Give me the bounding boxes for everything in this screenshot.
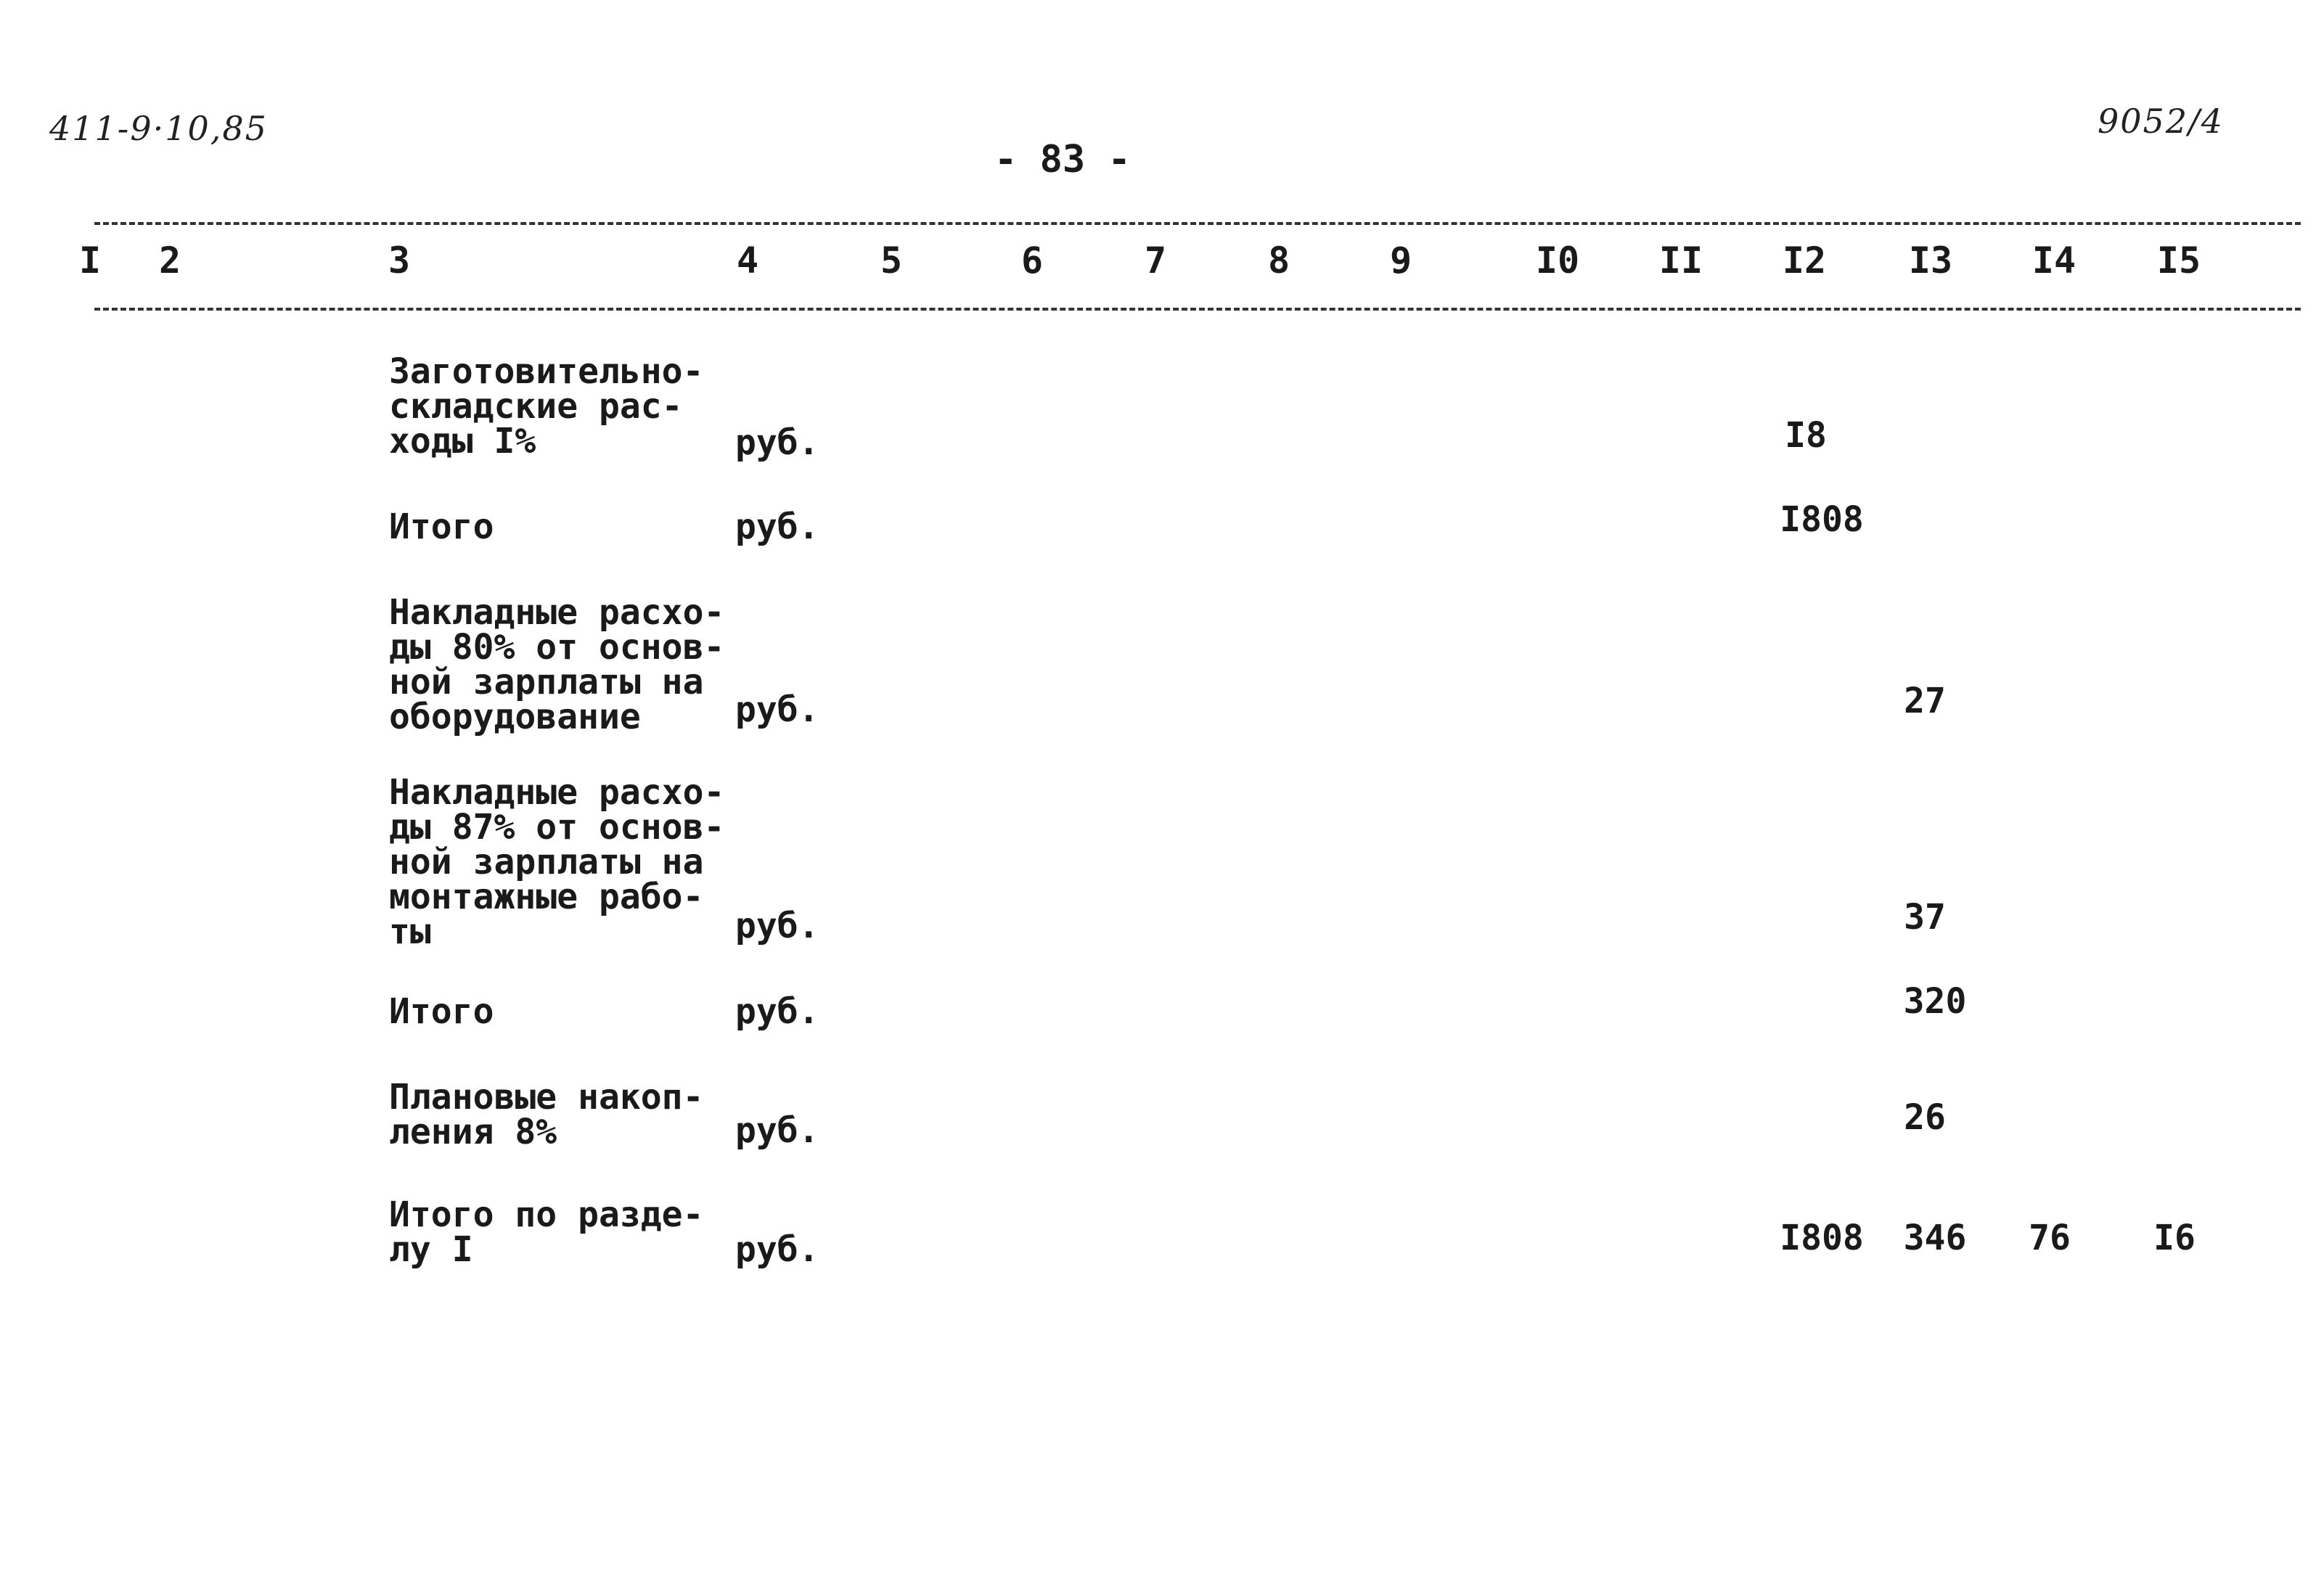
column-number: 5: [880, 239, 903, 282]
row-description: Заготовительно- складские рас- ходы I%: [389, 351, 704, 462]
column-number: 9: [1389, 239, 1412, 282]
cell-col-14: 76: [2029, 1218, 2071, 1258]
column-number: I3: [1908, 239, 1953, 282]
column-number: 3: [388, 239, 411, 282]
cell-col-12: I808: [1780, 1218, 1864, 1258]
cell-col-13: 346: [1903, 1218, 1967, 1258]
cell-col-13: 27: [1904, 681, 1946, 721]
row-unit: руб.: [735, 689, 819, 730]
sheet-number-handwritten: 9052/4: [2098, 102, 2224, 141]
column-number: 2: [158, 239, 181, 282]
row-unit: руб.: [735, 507, 819, 547]
row-description: Накладные расхо- ды 80% от основ- ной зарплаты на оборудование: [389, 592, 725, 737]
column-number: I: [78, 239, 102, 282]
column-number: 7: [1144, 239, 1167, 282]
row-description: Накладные расхо- ды 87% от основ- ной зарплаты на монтажные рабо- ты: [389, 772, 725, 952]
document-code-handwritten: 411-9·10,85: [49, 109, 268, 148]
column-number: 8: [1267, 239, 1290, 282]
row-unit: руб.: [735, 1229, 819, 1270]
column-number: I5: [2156, 239, 2201, 282]
cell-col-13: 320: [1903, 981, 1967, 1022]
row-description: Итого: [389, 507, 494, 547]
row-description: Итого: [389, 991, 494, 1032]
header-top-rule: [94, 222, 2301, 225]
cell-col-12: I8: [1785, 415, 1827, 456]
row-unit: руб.: [735, 991, 819, 1032]
row-description: Плановые накоп- ления 8%: [389, 1077, 704, 1152]
row-description: Итого по разде- лу I: [389, 1194, 704, 1270]
cell-col-12: I808: [1780, 499, 1864, 540]
column-number: 6: [1020, 239, 1044, 282]
header-bottom-rule: [94, 308, 2301, 311]
column-number: 4: [736, 239, 759, 282]
row-unit: руб.: [735, 422, 819, 463]
cell-col-13: 37: [1904, 897, 1946, 938]
row-unit: руб.: [735, 1110, 819, 1151]
column-number: I2: [1782, 239, 1827, 282]
column-number: II: [1658, 239, 1703, 282]
cell-col-15: I6: [2153, 1218, 2196, 1258]
row-unit: руб.: [735, 906, 819, 946]
cell-col-13: 26: [1904, 1097, 1946, 1138]
column-number: I0: [1535, 239, 1580, 282]
column-number: I4: [2032, 239, 2077, 282]
page-number: - 83 -: [994, 138, 1131, 181]
